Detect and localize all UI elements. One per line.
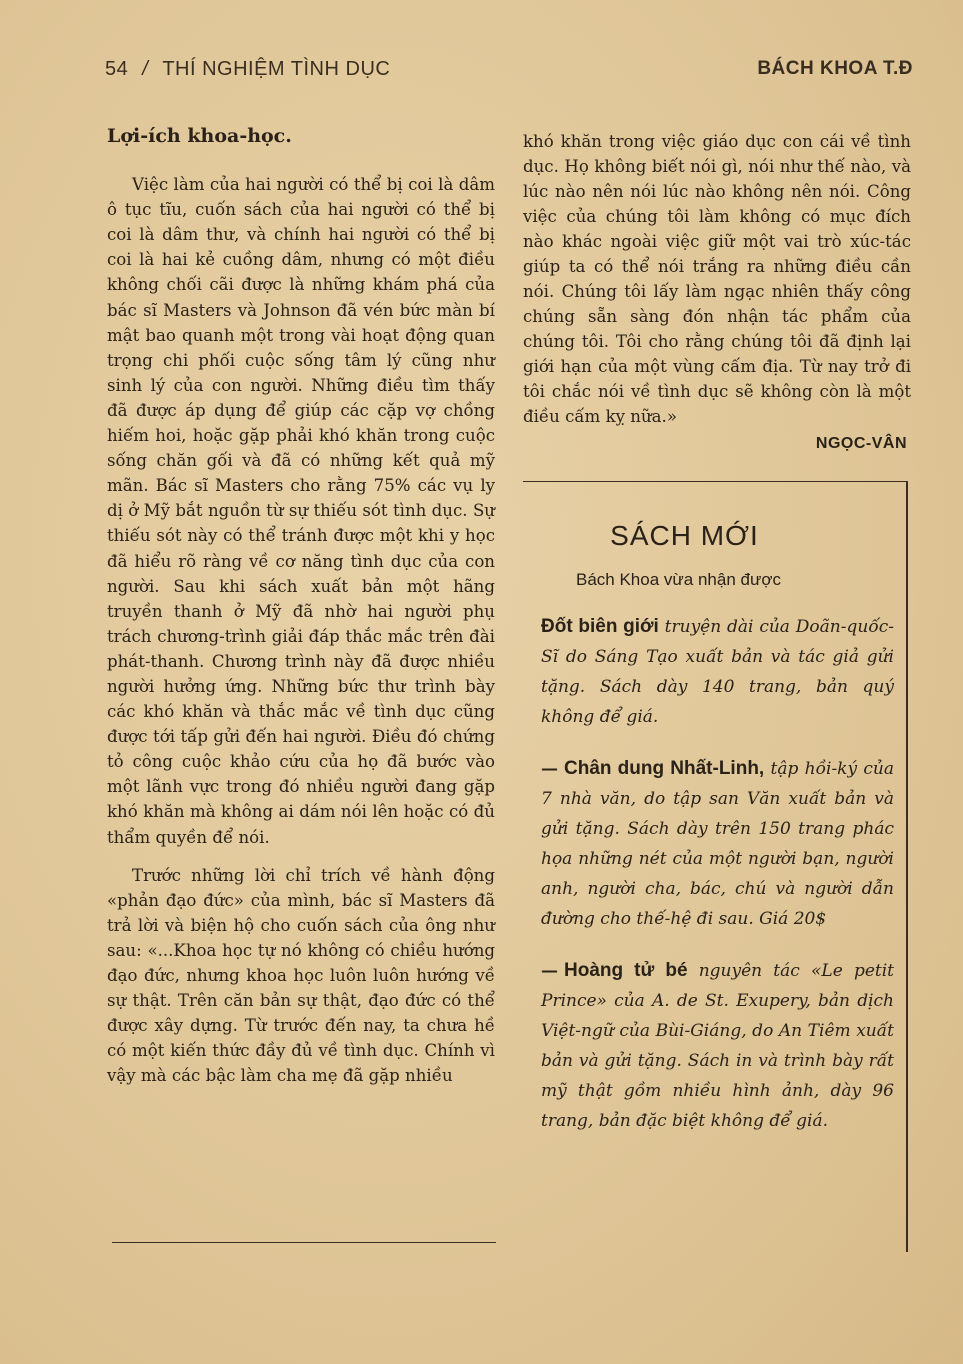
paragraph: khó khăn trong việc giáo dục con cái về tình dục. Họ không biết nói gì, nói như thế nào, và lúc nào nên nói lúc nào không nên nói. Công việc của chúng tôi làm không có mục đích nào khác ngoài việc giữ một vai trò xúc-tác giúp ta có thể nói trắng ra những điều cần nói. Chúng tôi lấy làm ngạc nhiên thấy công chúng sẵn sàng đón nhận tác phẩm của chúng tôi. Tôi cho rằng chúng tôi đã định lại giới hạn của một vùng cấm địa. Từ nay trở đi tôi chắc nói về tình dục sẽ không còn là một điều cấm kỵ nữa.» (523, 132, 911, 426)
article-title: THÍ NGHIỆM TÌNH DỤC (162, 58, 391, 80)
book-title: Hoàng tử bé (564, 960, 688, 981)
header-separator: / (142, 58, 149, 80)
entry-dash: — (541, 961, 558, 981)
book-entry (541, 612, 894, 732)
paragraph: Việc làm của hai người có thể bị coi là dâm ô tục tĩu, cuốn sách của hai người có thể bị coi là dâm thư, và chính hai người có thể bị coi là hai kẻ cuồng dâm, nhưng có một điều không chối cãi được là những khám phá của bác sĩ Masters và Johnson đã vén bức màn bí mật bao quanh một trong vài hoạt động quan trọng chi phối cuộc sống tâm lý cũng như sinh lý của con người. Những điều tìm thấy đã được áp dụng để giúp các cặp vợ chồng hiếm hoi, hoặc gặp phải khó khăn trong cuộc sống chăn gối và đã có những kết quả mỹ mãn. Bác sĩ Masters cho rằng 75% các vụ ly dị ở Mỹ bắt nguồn từ sự thiếu sót tình dục. Sự thiếu sót này có thể tránh được một khi y học đã hiểu rõ ràng về cơ năng tình dục của con người. Sau khi sách xuất bản một hãng truyền thanh ở Mỹ đã nhờ hai người phụ trách chương-trình giải đáp thắc mắc trên đài phát-thanh. Chương trình này đã được nhiều người hưởng ứng. Những bức thư trình bày các khó khăn và thắc mắc về tình dục cũng được tới tấp gửi đến hai người. Điều đó chứng tỏ công cuộc khảo cứu của họ đã bước vào một lãnh vực trong đó nhiều người đang gặp khó khăn mà không ai dám nói lên hoặc có đủ thẩm quyền để nói. (107, 175, 495, 847)
column-rule (112, 1242, 496, 1243)
book-entry (541, 754, 894, 934)
book-description: nguyên tác «Le petit Prince» của A. de St. Exupery, bản dịch Việt-ngữ của Bùi-Giáng, do An Tiêm xuất bản và gửi tặng. Sách in và trình bày rất mỹ thật gồm nhiều hình ảnh, dày 96 trang, bản đặc biệt không để giá. (541, 961, 894, 1131)
book-entry (541, 956, 894, 1136)
entry-dash: — (541, 759, 558, 779)
header-left (105, 58, 390, 81)
new-books-box (523, 481, 908, 1252)
new-books-subtitle: Bách Khoa vừa nhận được (576, 570, 781, 589)
book-title: Đốt biên giới (541, 616, 659, 637)
magazine-name: BÁCH KHOA T.Đ (757, 58, 913, 79)
book-title: Chân dung Nhất-Linh, (564, 758, 765, 779)
new-books-title: SÁCH MỚI (610, 520, 759, 551)
left-column (107, 124, 495, 1088)
book-description: tập hồi-ký của 7 nhà văn, do tập san Văn xuất bản và gửi tặng. Sách dày trên 150 trang phác họa những nét của một người bạn, người anh, người cha, bác, chú và người dẫn đường cho thế-hệ đi sau. Giá 20$ (541, 759, 894, 929)
author-signature: NGỌC-VÂN (815, 435, 907, 452)
page-header (105, 58, 913, 88)
page-number: 54 (105, 58, 129, 80)
section-heading: Lợi-ích khoa-học. (107, 125, 292, 147)
right-column (523, 129, 911, 456)
paragraph: Trước những lời chỉ trích về hành động «phản đạo đức» của mình, bác sĩ Masters đã trả lời và biện hộ cho cuốn sách của ông như sau: «...Khoa học tự nó không có chiều hướng đạo đức, nhưng khoa học luôn luôn hướng về sự thật. Trên căn bản sự thật, đạo đức có thể được xây dựng. Từ trước đến nay, ta chưa hề có một kiến thức đầy đủ về tình dục. Chính vì vậy mà các bậc làm cha mẹ đã gặp nhiều (107, 865, 495, 1086)
book-description: truyện dài của Doãn-quốc-Sĩ do Sáng Tạo xuất bản và tác giả gửi tặng. Sách dày 140 trang, bản quý không để giá. (541, 617, 894, 727)
